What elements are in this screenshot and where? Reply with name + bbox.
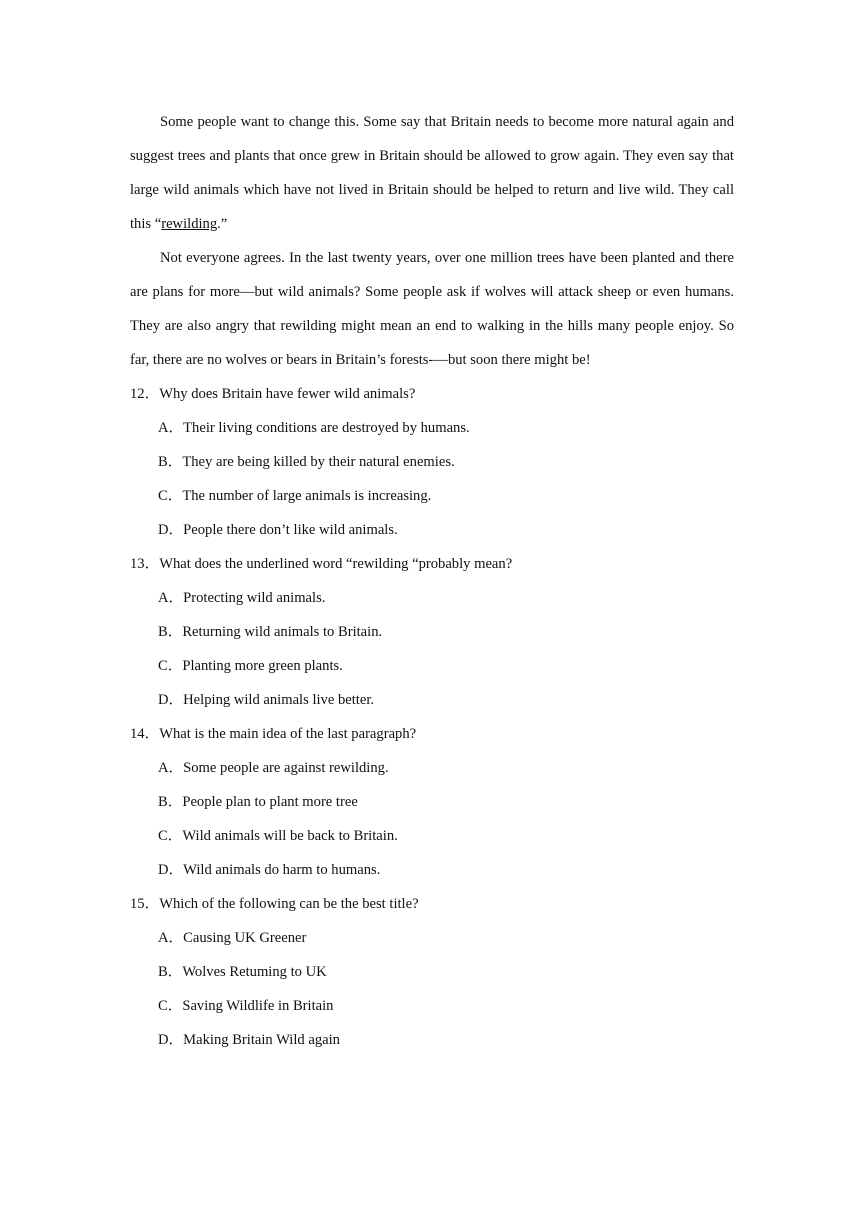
option-text: Helping wild animals live better. [183, 692, 375, 708]
option-letter: C． [158, 658, 183, 674]
paragraph-text-end: .” [217, 216, 228, 232]
option-text: Wild animals do harm to humans. [183, 862, 381, 878]
question-stem [130, 547, 734, 581]
option-d [130, 853, 734, 887]
question-text: Why does Britain have fewer wild animals? [159, 386, 416, 402]
option-letter: B． [158, 454, 183, 470]
option-letter: B． [158, 624, 183, 640]
option-a [130, 751, 734, 785]
question-stem [130, 717, 734, 751]
option-letter: B． [158, 964, 183, 980]
option-c [130, 989, 734, 1023]
option-text: People plan to plant more tree [182, 794, 358, 810]
question-text: What does the underlined word “rewilding “probably mean? [159, 556, 513, 572]
option-a [130, 411, 734, 445]
question-stem [130, 887, 734, 921]
option-text: The number of large animals is increasing. [182, 488, 432, 504]
option-letter: C． [158, 998, 183, 1014]
option-letter: D． [158, 522, 184, 538]
option-d [130, 1023, 734, 1057]
question-text: What is the main idea of the last paragraph? [159, 726, 417, 742]
option-c [130, 649, 734, 683]
paragraph-text: Some people want to change this. Some say that Britain needs to become more natural again and suggest trees and plants that once grew in Britain should be allowed to grow again. They even say that large wild animals which have not lived in Britain should be helped to return and live wild. They call this “ [130, 114, 734, 232]
question-number: 14． [130, 726, 160, 742]
option-text: Causing UK Greener [183, 930, 307, 946]
option-a [130, 921, 734, 955]
passage-paragraph-1 [130, 105, 734, 241]
option-text: Wolves Retuming to UK [182, 964, 327, 980]
option-letter: D． [158, 862, 184, 878]
option-text: Returning wild animals to Britain. [182, 624, 383, 640]
question-12 [130, 377, 734, 547]
option-c [130, 479, 734, 513]
option-c [130, 819, 734, 853]
option-letter: A． [158, 760, 184, 776]
option-text: Planting more green plants. [182, 658, 343, 674]
option-letter: B． [158, 794, 183, 810]
option-letter: C． [158, 828, 183, 844]
option-text: Protecting wild animals. [183, 590, 326, 606]
option-letter: D． [158, 1032, 184, 1048]
option-d [130, 683, 734, 717]
option-b [130, 785, 734, 819]
question-stem [130, 377, 734, 411]
option-b [130, 615, 734, 649]
option-text: Making Britain Wild again [183, 1032, 340, 1048]
option-b [130, 445, 734, 479]
document-page [130, 105, 734, 1057]
option-text: They are being killed by their natural enemies. [182, 454, 455, 470]
option-text: Some people are against rewilding. [183, 760, 389, 776]
option-letter: C． [158, 488, 183, 504]
question-text: Which of the following can be the best title? [159, 896, 419, 912]
question-13 [130, 547, 734, 717]
option-text: Wild animals will be back to Britain. [182, 828, 398, 844]
option-text: Saving Wildlife in Britain [182, 998, 334, 1014]
option-text: Their living conditions are destroyed by humans. [183, 420, 470, 436]
underlined-word: rewilding [161, 216, 218, 232]
question-number: 15． [130, 896, 160, 912]
option-letter: A． [158, 420, 184, 436]
question-15 [130, 887, 734, 1057]
option-b [130, 955, 734, 989]
question-number: 13． [130, 556, 160, 572]
option-letter: A． [158, 590, 184, 606]
option-text: People there don’t like wild animals. [183, 522, 398, 538]
option-d [130, 513, 734, 547]
question-number: 12． [130, 386, 160, 402]
option-letter: A． [158, 930, 184, 946]
passage-paragraph-2: Not everyone agrees. In the last twenty years, over one million trees have been planted and there are plans for more—but wild animals? Some people ask if wolves will attack sheep or even humans. They are also angry that rewilding might mean an end to walking in the hills many people enjoy. So far, there are no wolves or bears in Britain’s forests-—but soon there might be! [130, 250, 734, 368]
option-a [130, 581, 734, 615]
question-14 [130, 717, 734, 887]
option-letter: D． [158, 692, 184, 708]
